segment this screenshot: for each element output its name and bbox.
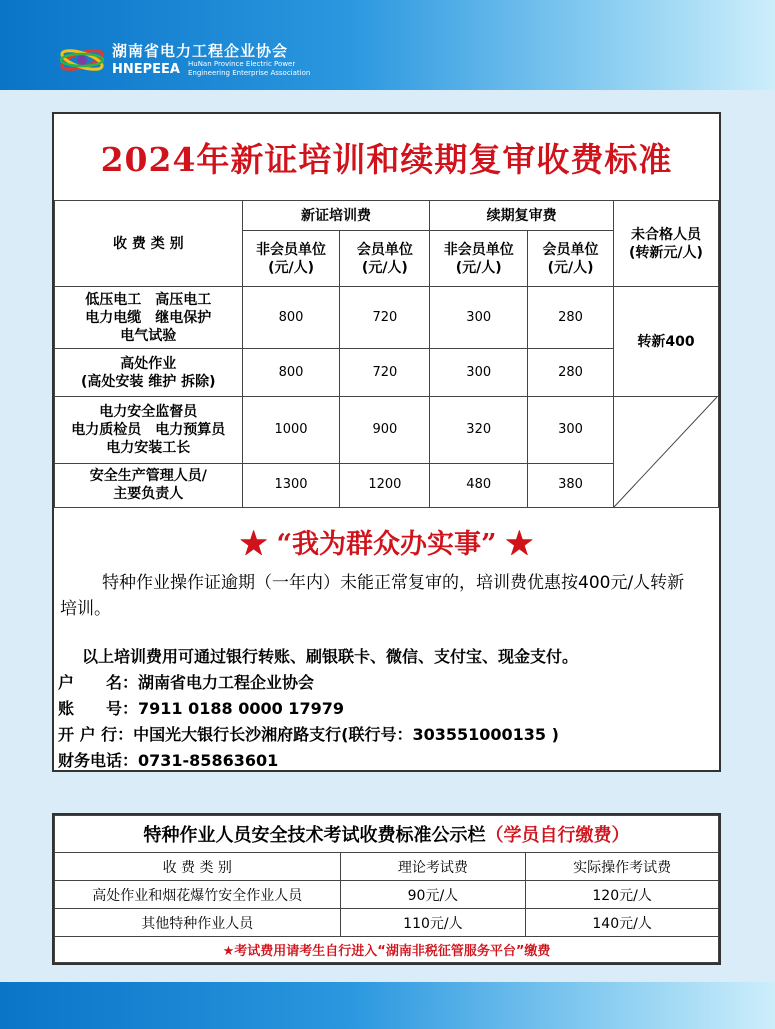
new-member-fee: 720 <box>340 349 430 397</box>
row-category-line: (高处安装 维护 拆除) <box>81 373 216 390</box>
org-name-en-line1: HuNan Province Electric Power <box>188 60 296 68</box>
sub-header-new-member <box>340 231 430 287</box>
org-abbr: HNEPEEA <box>112 62 180 77</box>
row-category-line: 低压电工 高压电工 <box>85 291 212 308</box>
sub-header-new-nonmember <box>242 231 340 287</box>
exam-payment-note: ★考试费用请考生自行进入“湖南非税征管服务平台”缴费 <box>55 937 719 963</box>
table-row <box>55 287 719 349</box>
diagonal-line-icon <box>614 397 717 507</box>
row-category-line: 电力安全监督员 <box>99 403 198 420</box>
account-name: 户 名：湖南省电力工程企业协会 <box>58 673 315 692</box>
table-row <box>55 397 719 464</box>
account-number: 账 号：7911 0188 0000 17979 <box>58 699 344 718</box>
table-row <box>55 909 719 937</box>
new-nonmember-fee: 1000 <box>242 397 340 464</box>
renew-member-fee: 280 <box>528 349 614 397</box>
exam-title-text: 特种作业人员安全技术考试收费标准公示栏 <box>143 825 486 846</box>
fail-fee: 转新400 <box>613 287 718 397</box>
exam-col-theory: 理论考试费 <box>340 853 526 881</box>
exam-col-category: 收 费 类 别 <box>55 853 341 881</box>
renew-nonmember-fee: 320 <box>430 397 528 464</box>
sub-member-line2: (元/人) <box>361 259 408 276</box>
org-name-en-line2: Engineering Enterprise Association <box>188 69 311 77</box>
sub-nonmember-line2: (元/人) <box>268 259 314 276</box>
sub-header-renew-nonmember <box>430 231 528 287</box>
bank-info: 开 户 行：中国光大银行长沙湘府路支行(联行号：303551000135 ) <box>58 725 559 744</box>
table-row <box>55 881 719 909</box>
new-nonmember-fee: 1300 <box>242 463 340 507</box>
row-category-line: 安全生产管理人员/ <box>89 468 207 485</box>
row-category-line: 电力质检员 电力预算员 <box>71 421 226 438</box>
fee-standard-panel <box>52 112 721 772</box>
row-category-line: 电气试验 <box>120 327 177 344</box>
sub-nonmember-line1: 非会员单位 <box>256 241 327 258</box>
renew-nonmember-fee: 300 <box>430 349 528 397</box>
col-fail-header <box>613 201 718 287</box>
exam-theory-fee: 110元/人 <box>340 909 526 937</box>
exam-category: 其他特种作业人员 <box>55 909 341 937</box>
org-name-en <box>188 60 310 78</box>
col-fail-line1: 未合格人员 <box>630 226 701 243</box>
row-category-line: 主要负责人 <box>113 486 184 503</box>
exam-theory-fee: 90元/人 <box>340 881 526 909</box>
sub-member-line1: 会员单位 <box>542 241 599 258</box>
association-logo-icon <box>58 42 106 78</box>
renewal-notice: 特种作业操作证逾期（一年内）未能正常复审的，培训费优惠按400元/人转新培训。 <box>60 573 685 619</box>
exam-col-practice: 实际操作考试费 <box>526 853 719 881</box>
row-category-line: 高处作业 <box>120 355 177 372</box>
sub-nonmember-line1: 非会员单位 <box>443 241 514 258</box>
renew-member-fee: 380 <box>528 463 614 507</box>
renew-nonmember-fee: 480 <box>430 463 528 507</box>
group-new-header: 新证培训费 <box>242 201 430 231</box>
sub-header-renew-member <box>528 231 614 287</box>
row-category-line: 电力安装工长 <box>106 439 191 456</box>
col-fail-line2: (转新元/人) <box>629 244 703 261</box>
exam-practice-fee: 120元/人 <box>526 881 719 909</box>
row-category <box>55 463 243 507</box>
renew-member-fee: 300 <box>528 397 614 464</box>
new-member-fee: 900 <box>340 397 430 464</box>
exam-title-note: （学员自行缴费） <box>485 825 630 846</box>
sub-nonmember-line2: (元/人) <box>455 259 502 276</box>
fee-table <box>54 200 719 508</box>
new-member-fee: 1200 <box>340 463 430 507</box>
exam-category: 高处作业和烟花爆竹安全作业人员 <box>55 881 341 909</box>
page-title: 2024年新证培训和续期复审收费标准 <box>100 140 673 179</box>
row-category <box>55 349 243 397</box>
renew-nonmember-fee: 300 <box>430 287 528 349</box>
sub-member-line1: 会员单位 <box>356 241 413 258</box>
renew-member-fee: 280 <box>528 287 614 349</box>
group-renew-header: 续期复审费 <box>430 201 614 231</box>
col-category-header: 收 费 类 别 <box>55 201 243 287</box>
payment-methods: 以上培训费用可通过银行转账、刷银联卡、微信、支付宝、现金支付。 <box>82 647 579 666</box>
fail-fee-empty-diagonal <box>613 397 718 508</box>
org-name-cn: 湖南省电力工程企业协会 <box>112 42 289 60</box>
slogan: ★ “我为群众办实事” ★ <box>240 529 533 560</box>
footer-banner <box>0 982 775 1029</box>
exam-fee-table <box>54 815 719 963</box>
exam-title <box>55 816 719 853</box>
row-category-line: 电力电缆 继电保护 <box>85 309 212 326</box>
sub-member-line2: (元/人) <box>547 259 594 276</box>
finance-phone: 财务电话：0731-85863601 <box>58 751 279 770</box>
exam-fee-panel <box>52 813 721 965</box>
new-nonmember-fee: 800 <box>242 287 340 349</box>
row-category <box>55 287 243 349</box>
exam-practice-fee: 140元/人 <box>526 909 719 937</box>
row-category <box>55 397 243 464</box>
new-nonmember-fee: 800 <box>242 349 340 397</box>
new-member-fee: 720 <box>340 287 430 349</box>
